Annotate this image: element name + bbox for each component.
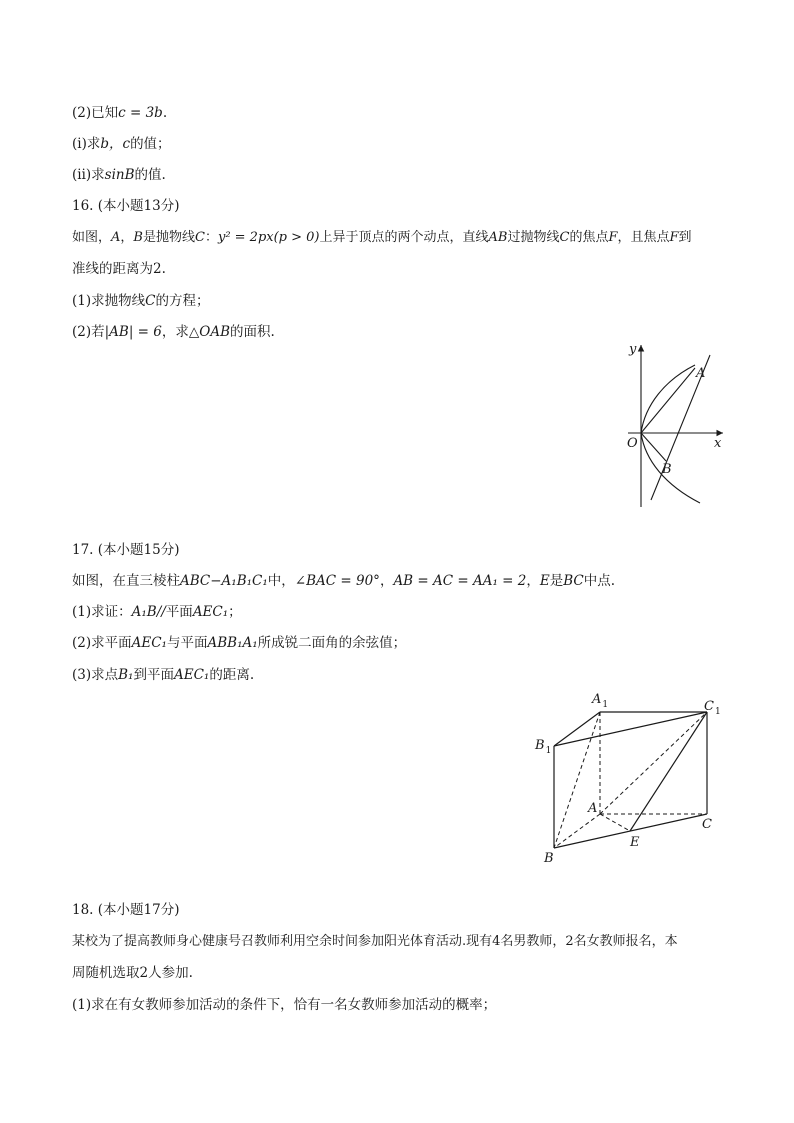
label-b: B	[662, 462, 672, 477]
q17-part1: (1)求证：A₁B//平面AEC₁；	[72, 604, 242, 620]
q18-part1: (1)求在有女教师参加活动的条件下，恰有一名女教师参加活动的概率；	[72, 997, 497, 1013]
q16-stem-line2: 准线的距离为2.	[72, 261, 166, 277]
parabola-figure	[610, 335, 730, 510]
label-b: B	[544, 851, 554, 866]
edge-c1-e	[630, 712, 707, 831]
edge-a-c1	[600, 712, 707, 814]
q17-header: 17. (本小题15分)	[72, 542, 180, 558]
label-a1: $A_1$	[592, 692, 609, 710]
q16-stem-line1: 如图，A，B是抛物线C：y² = 2px(p > 0)上异于顶点的两个动点，直线AB过抛物线C的焦点F，且焦点F到	[72, 230, 692, 245]
label-a: A	[588, 801, 598, 816]
q17-part2: (2)求平面AEC₁与平面ABB₁A₁所成锐二面角的余弦值；	[72, 635, 407, 651]
q17-stem: 如图，在直三棱柱ABC−A₁B₁C₁中，∠BAC = 90°，AB = AC = AA₁ = 2，E是BC中点.	[72, 573, 616, 589]
label-b1: $B_1$	[535, 738, 552, 756]
label-o: O	[627, 436, 638, 451]
q15-sub-ii: (ⅱ)求sinB的值.	[72, 167, 166, 183]
edge-a-e	[600, 814, 630, 831]
parabola-curve	[641, 365, 700, 503]
q16-part1: (1)求抛物线C的方程；	[72, 293, 210, 309]
segment-oa	[641, 368, 695, 433]
label-a: A	[696, 366, 706, 381]
q18-header: 18. (本小题17分)	[72, 902, 180, 918]
q18-stem-line1: 某校为了提高教师身心健康号召教师利用空余时间参加阳光体育活动.现有4名男教师，2名女教师报名，本	[72, 934, 678, 949]
label-c1: $C_1$	[704, 699, 721, 717]
q18-stem-line2: 周随机选取2人参加.	[72, 965, 193, 981]
label-x: x	[714, 436, 722, 451]
q17-part3: (3)求点B₁到平面AEC₁的距离.	[72, 667, 255, 683]
label-e: E	[630, 835, 640, 850]
label-y: y	[629, 342, 637, 357]
q16-header: 16. (本小题13分)	[72, 198, 180, 214]
edge-a1-b	[554, 712, 600, 848]
q15-sub-i: (ⅰ)求b，c的值；	[72, 136, 171, 152]
q15-part2-eq: c = 3b	[118, 105, 163, 121]
label-c: C	[702, 817, 712, 832]
prism-figure	[530, 688, 730, 868]
q16-part2: (2)若|AB| = 6，求△OAB的面积.	[72, 324, 275, 340]
q15-part2: (2)已知c = 3b.	[72, 105, 168, 121]
q16-parabola-eq: y² = 2px(p > 0)	[217, 230, 320, 245]
